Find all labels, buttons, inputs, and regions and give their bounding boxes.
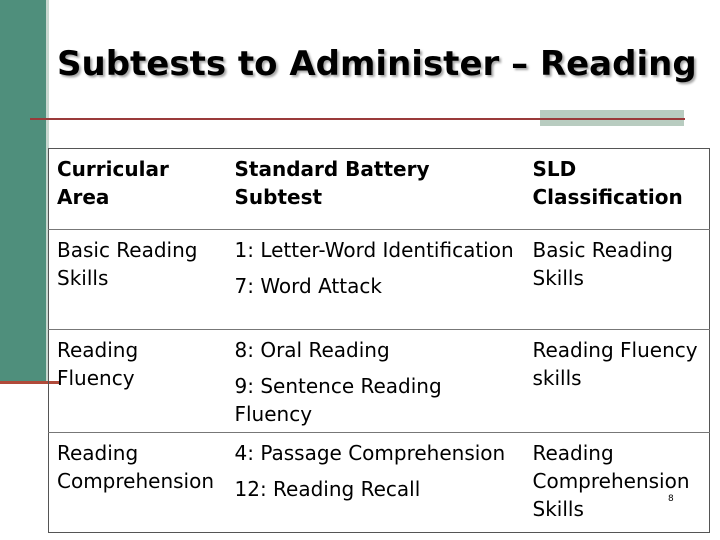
row-area: Reading Fluency xyxy=(49,330,227,433)
subtest-item: 8: Oral Reading xyxy=(234,338,390,362)
header-standard-battery-subtest: Standard Battery Subtest xyxy=(227,149,525,230)
subtests-table xyxy=(48,148,710,533)
row-subtests xyxy=(227,433,525,533)
table-row xyxy=(49,230,710,330)
table-row xyxy=(49,330,710,433)
row-subtests xyxy=(227,330,525,433)
table-header-row xyxy=(49,149,710,230)
table-row xyxy=(49,433,710,533)
row-classification: Reading Comprehension Skills xyxy=(532,441,690,521)
subtest-item: 9: Sentence Reading Fluency xyxy=(234,374,442,426)
left-accent-bar xyxy=(0,0,46,383)
row-subtests xyxy=(227,230,525,330)
header-sld-classification: SLD Classification xyxy=(525,149,710,230)
slide-title: Subtests to Administer – Reading xyxy=(57,44,697,84)
row-classification: Basic Reading Skills xyxy=(525,230,710,330)
header-curricular-area: Curricular Area xyxy=(49,149,227,230)
subtest-item: 4: Passage Comprehension xyxy=(234,441,506,465)
subtest-item: 12: Reading Recall xyxy=(234,477,421,501)
row-area: Reading Comprehension xyxy=(57,441,215,493)
slide-number: 8 xyxy=(668,494,674,504)
subtest-item: 1: Letter-Word Identification xyxy=(234,238,514,262)
title-rule xyxy=(30,118,685,120)
row-classification: Reading Fluency skills xyxy=(525,330,710,433)
subtest-item: 7: Word Attack xyxy=(234,274,382,298)
row-area: Basic Reading Skills xyxy=(49,230,227,330)
